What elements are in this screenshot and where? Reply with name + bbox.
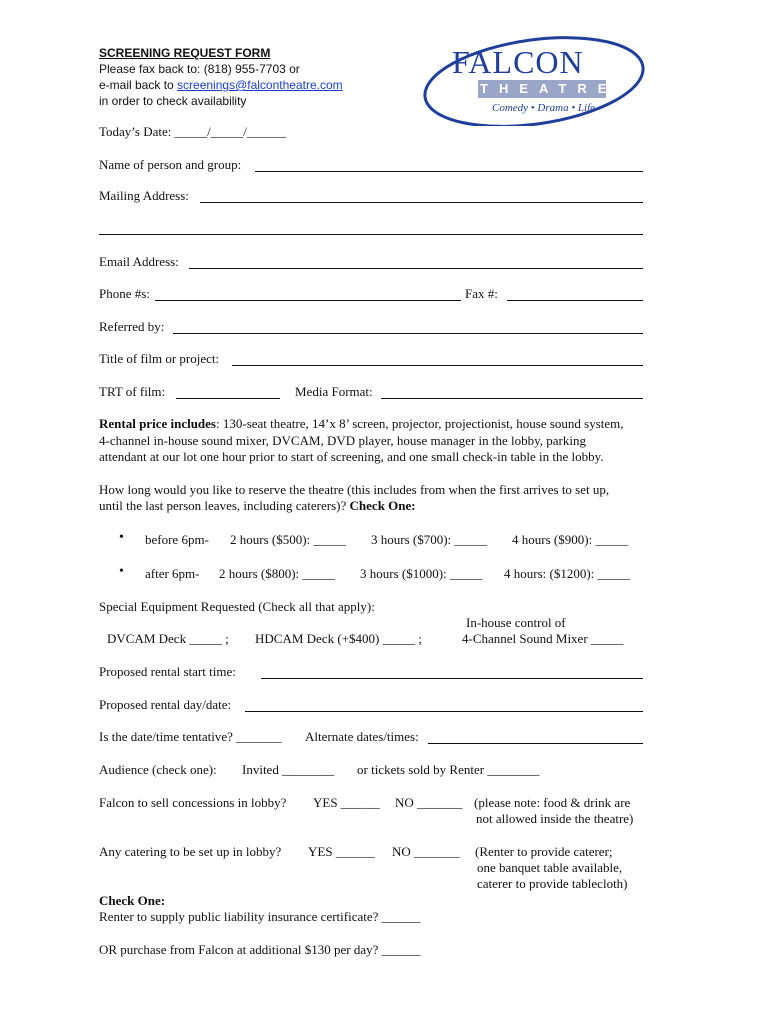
- email-address-input[interactable]: [189, 268, 643, 269]
- insurance-check-one-text: Check One:: [99, 893, 166, 908]
- rental-line-2: 4-channel in-house sound mixer, DVCAM, DVD player, house manager in the lobby, parking: [99, 433, 586, 448]
- catering-note-3: caterer to provide tablecloth): [477, 876, 628, 891]
- reserve-check-one: Check One:: [349, 498, 416, 513]
- alternate-dates-input[interactable]: [428, 743, 643, 744]
- fax-label: Fax #:: [465, 286, 498, 301]
- concessions-no-option[interactable]: NO _______: [395, 795, 463, 810]
- email-prefix: e-mail back to: [99, 78, 178, 92]
- logo-tagline: Comedy • Drama • Life: [492, 102, 596, 114]
- insurance-purchase-option[interactable]: OR purchase from Falcon at additional $130 per day? ______: [99, 942, 421, 957]
- trt-label: TRT of film:: [99, 384, 166, 399]
- rental-line-3: attendant at our lot one hour prior to start of screening, and one small check-in table in the lobby.: [99, 449, 604, 464]
- reserve-question-2: [99, 498, 416, 514]
- insurance-check-one: [99, 893, 165, 909]
- reserve-question-1: How long would you like to reserve the theatre (this includes from when the first arrives to set up,: [99, 482, 610, 497]
- phone-label: Phone #s:: [99, 286, 150, 301]
- name-group-input[interactable]: [255, 171, 643, 172]
- catering-note-2: one banquet table available,: [477, 860, 623, 875]
- audience-label: Audience (check one):: [99, 762, 217, 777]
- concessions-note-2: not allowed inside the theatre): [476, 811, 634, 826]
- film-title-input[interactable]: [232, 365, 643, 366]
- bullet-icon: •: [119, 530, 124, 545]
- referred-by-input[interactable]: [173, 333, 643, 334]
- after-2-hours-option[interactable]: 2 hours ($800): _____: [219, 566, 335, 581]
- email-line: [99, 78, 343, 92]
- mailing-address-input-2[interactable]: [99, 234, 643, 235]
- catering-question: Any catering to be set up in lobby?: [99, 844, 282, 859]
- email-address-label: Email Address:: [99, 254, 179, 269]
- form-title: SCREENING REQUEST FORM: [99, 46, 271, 60]
- logo-sub: THEATRE: [480, 81, 618, 96]
- rental-label: Rental price includes: [99, 416, 216, 431]
- after-4-hours-option[interactable]: 4 hours: ($1200): _____: [504, 566, 631, 581]
- start-time-input[interactable]: [261, 678, 643, 679]
- rental-line-1: [99, 416, 624, 432]
- fax-line: Please fax back to: (818) 955-7703 or: [99, 62, 300, 76]
- bullet-icon: •: [119, 564, 124, 579]
- dvcam-deck-option[interactable]: DVCAM Deck _____ ;: [107, 631, 229, 646]
- check-availability-line: in order to check availability: [99, 94, 247, 108]
- logo-name: FALCON: [452, 44, 584, 80]
- hdcam-deck-option[interactable]: HDCAM Deck (+$400) _____ ;: [255, 631, 422, 646]
- before-3-hours-option[interactable]: 3 hours ($700): _____: [371, 532, 487, 547]
- concessions-yes-option[interactable]: YES ______: [313, 795, 380, 810]
- insurance-renter-option[interactable]: Renter to supply public liability insurance certificate? ______: [99, 909, 421, 924]
- media-format-input[interactable]: [381, 398, 643, 399]
- email-link[interactable]: screenings@falcontheatre.com: [177, 78, 343, 92]
- media-format-label: Media Format:: [295, 384, 373, 399]
- before-4-hours-option[interactable]: 4 hours ($900): _____: [512, 532, 628, 547]
- after-3-hours-option[interactable]: 3 hours ($1000): _____: [360, 566, 483, 581]
- mailing-address-input[interactable]: [200, 202, 643, 203]
- sound-mixer-option[interactable]: 4-Channel Sound Mixer _____: [462, 631, 624, 646]
- mailing-address-label: Mailing Address:: [99, 188, 189, 203]
- fax-input[interactable]: [507, 300, 643, 301]
- falcon-theatre-logo: [418, 30, 646, 126]
- trt-input[interactable]: [176, 398, 280, 399]
- film-title-label: Title of film or project:: [99, 351, 220, 366]
- day-date-label: Proposed rental day/date:: [99, 697, 232, 712]
- catering-note-1: (Renter to provide caterer;: [475, 844, 613, 859]
- before-6pm-label: before 6pm-: [145, 532, 209, 547]
- day-date-input[interactable]: [245, 711, 643, 712]
- concessions-question: Falcon to sell concessions in lobby?: [99, 795, 287, 810]
- alternate-dates-label: Alternate dates/times:: [305, 729, 419, 744]
- inhouse-control-line-1: In-house control of: [466, 615, 566, 630]
- catering-no-option[interactable]: NO _______: [392, 844, 460, 859]
- name-group-label: Name of person and group:: [99, 157, 242, 172]
- concessions-note-1: (please note: food & drink are: [474, 795, 631, 810]
- tentative-field[interactable]: Is the date/time tentative? _______: [99, 729, 282, 744]
- rental-text-1: : 130-seat theatre, 14’x 8’ screen, projector, projectionist, house sound system,: [216, 416, 624, 431]
- equipment-heading: Special Equipment Requested (Check all that apply):: [99, 599, 375, 614]
- audience-invited-option[interactable]: Invited ________: [242, 762, 335, 777]
- catering-yes-option[interactable]: YES ______: [308, 844, 375, 859]
- after-6pm-label: after 6pm-: [145, 566, 200, 581]
- before-2-hours-option[interactable]: 2 hours ($500): _____: [230, 532, 346, 547]
- todays-date-field[interactable]: Today’s Date: _____/_____/______: [99, 124, 286, 139]
- reserve-q2-text: until the last person leaves, including caterers)?: [99, 498, 350, 513]
- referred-by-label: Referred by:: [99, 319, 165, 334]
- start-time-label: Proposed rental start time:: [99, 664, 236, 679]
- phone-input[interactable]: [155, 300, 461, 301]
- audience-tickets-option[interactable]: or tickets sold by Renter ________: [357, 762, 540, 777]
